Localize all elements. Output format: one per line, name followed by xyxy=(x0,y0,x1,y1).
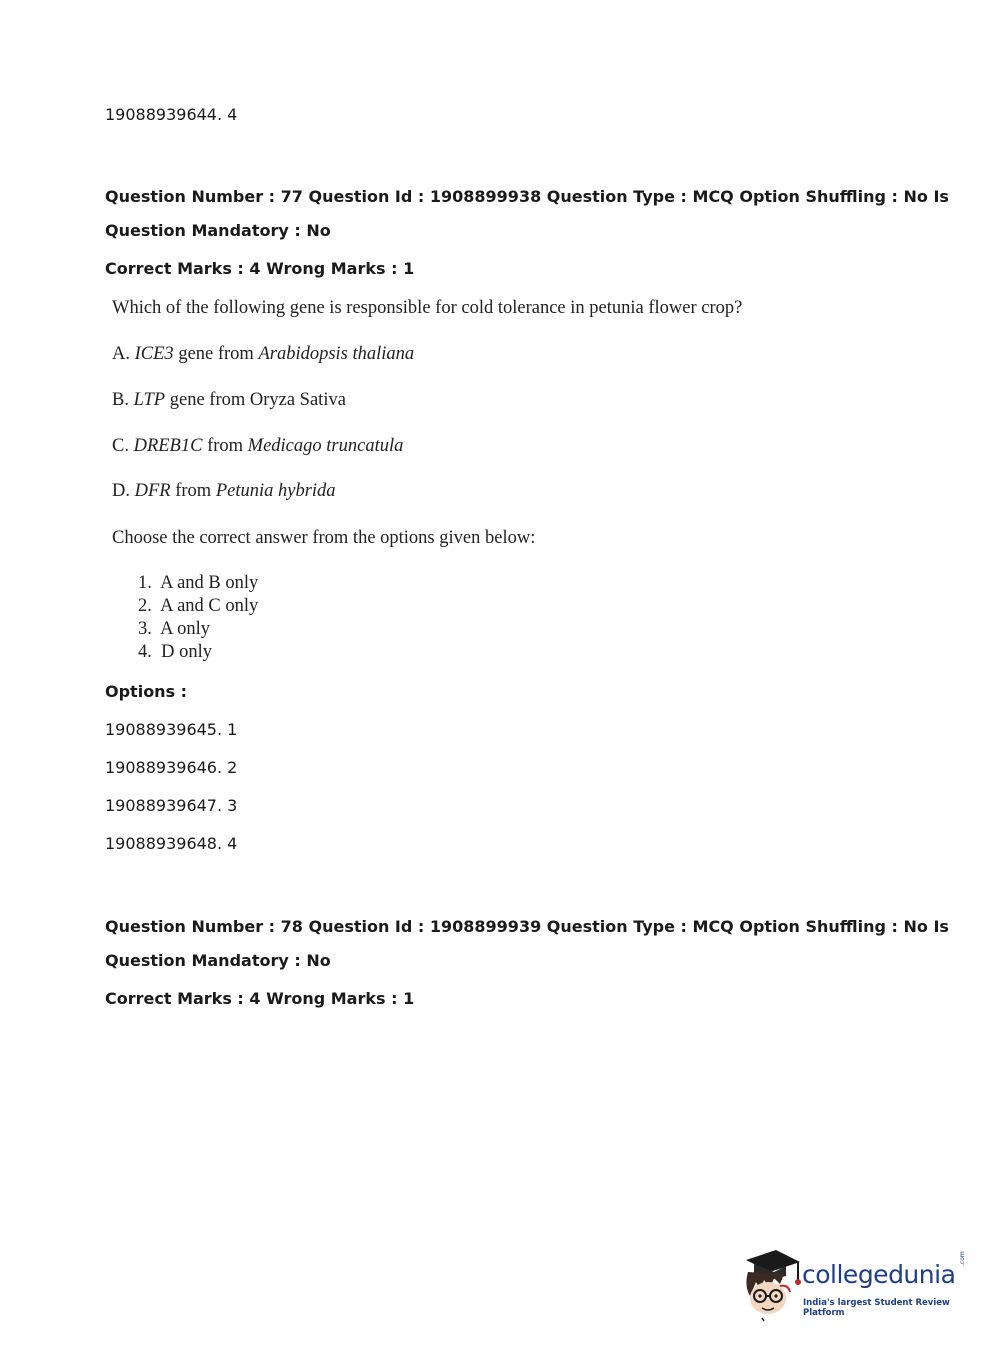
option-item: 19088939645. 1 xyxy=(105,720,238,739)
statement-gene: DREB1C xyxy=(133,436,203,456)
statement-mid: from xyxy=(207,436,244,456)
statement-letter: B. xyxy=(112,390,129,410)
option-item: 19088939648. 4 xyxy=(105,834,238,853)
option-item: 19088939646. 2 xyxy=(105,758,238,777)
q78-header-line1: Question Number : 78 Question Id : 1908899939 Question Type : MCQ Option Shuffling : No Is xyxy=(105,917,949,936)
choice-number: 4. xyxy=(138,642,152,662)
choice-text: A and C only xyxy=(160,596,259,616)
option-item: 19088939647. 3 xyxy=(105,796,238,815)
q77-header-line2: Question Mandatory : No xyxy=(105,221,331,240)
statement-gene: LTP xyxy=(133,390,166,410)
q77-header-line1: Question Number : 77 Question Id : 1908899938 Question Type : MCQ Option Shuffling : No Is xyxy=(105,187,949,206)
options-label: Options : xyxy=(105,682,188,701)
statement-mid: gene from Oryza Sativa xyxy=(169,390,346,410)
statement-gene: DFR xyxy=(134,481,171,501)
statement-letter: D. xyxy=(112,481,130,501)
choice-3 xyxy=(138,619,210,640)
q78-marks: Correct Marks : 4 Wrong Marks : 1 xyxy=(105,989,415,1008)
statement-letter: A. xyxy=(112,344,130,364)
choice-2 xyxy=(138,596,258,617)
q77-marks: Correct Marks : 4 Wrong Marks : 1 xyxy=(105,259,415,278)
statement-d xyxy=(112,481,336,502)
q78-header-line2: Question Mandatory : No xyxy=(105,951,331,970)
mascot-icon xyxy=(740,1246,802,1322)
logo-brand: collegedunia xyxy=(802,1260,956,1289)
choice-number: 1. xyxy=(138,573,152,593)
statement-a xyxy=(112,344,414,365)
q77-stem: Which of the following gene is responsible for cold tolerance in petunia flower crop? xyxy=(112,298,743,318)
logo-tagline: India's largest Student Review Platform xyxy=(803,1298,950,1318)
statement-mid: gene from xyxy=(178,344,254,364)
statement-species: Petunia hybrida xyxy=(215,481,336,501)
logo-suffix: .com xyxy=(959,1251,966,1266)
collegedunia-logo[interactable] xyxy=(740,1246,980,1326)
statement-gene: ICE3 xyxy=(134,344,174,364)
statement-b xyxy=(112,390,346,411)
statement-c xyxy=(112,436,403,457)
choose-instruction: Choose the correct answer from the options given below: xyxy=(112,528,536,548)
choice-number: 3. xyxy=(138,619,152,639)
choice-text: A and B only xyxy=(160,573,259,593)
choice-text: A only xyxy=(160,619,210,639)
choice-text: D only xyxy=(161,642,212,662)
statement-letter: C. xyxy=(112,436,129,456)
statement-mid: from xyxy=(175,481,212,501)
prev-option: 19088939644. 4 xyxy=(105,105,238,124)
statement-species: Arabidopsis thaliana xyxy=(258,344,415,364)
choice-number: 2. xyxy=(138,596,152,616)
statement-species: Medicago truncatula xyxy=(247,436,404,456)
choice-4 xyxy=(138,642,212,663)
choice-1 xyxy=(138,573,258,594)
